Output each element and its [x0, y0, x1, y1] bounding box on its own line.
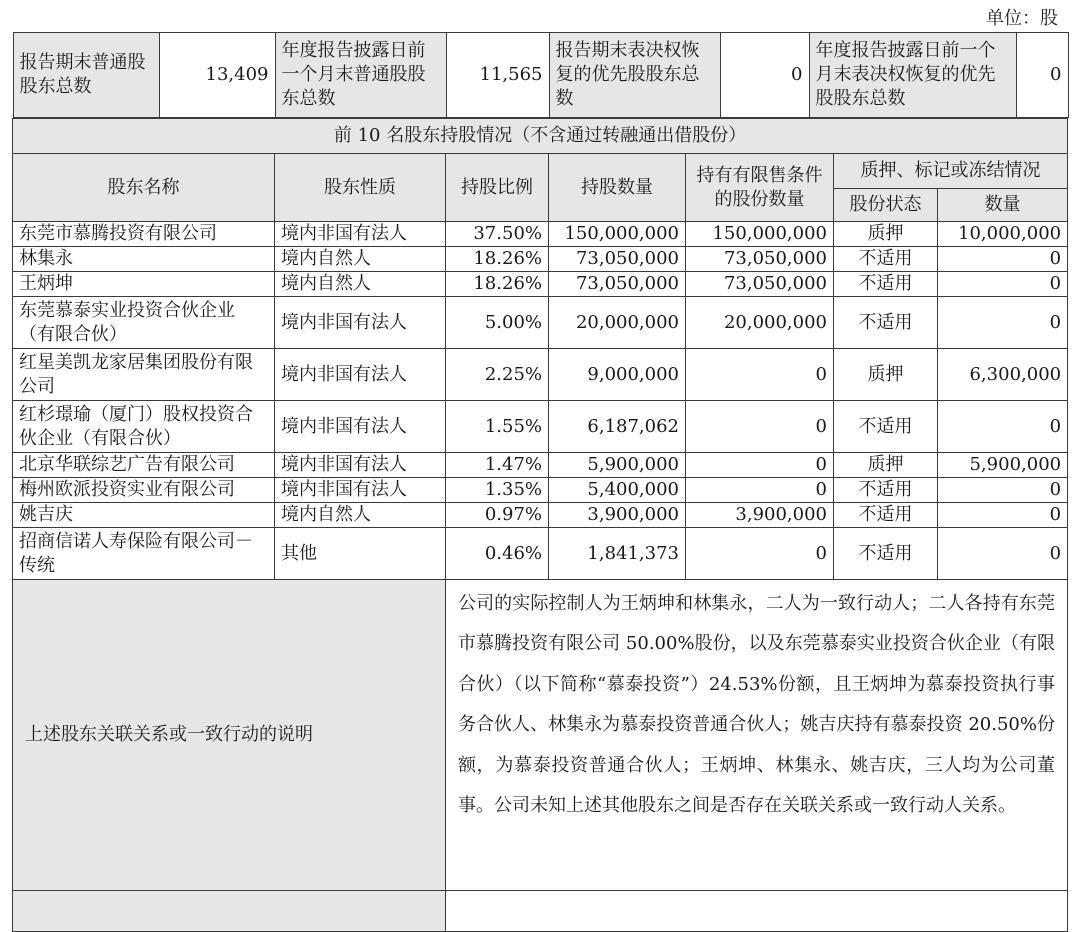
holding-ratio: 1.47%	[446, 453, 549, 478]
header-name: 股东名称	[13, 154, 275, 222]
shareholder-nature: 境内自然人	[275, 272, 446, 297]
shareholder-name: 北京华联综艺广告有限公司	[13, 453, 275, 478]
shareholder-nature: 境内自然人	[275, 247, 446, 272]
shareholder-row	[13, 528, 1068, 580]
holding-quantity: 3,900,000	[549, 503, 686, 528]
shareholder-nature: 境内非国有法人	[275, 222, 446, 247]
summary-value-1: 13,409	[159, 33, 275, 118]
shareholder-name: 姚吉庆	[13, 503, 275, 528]
next-row-value	[446, 890, 1068, 931]
holding-ratio: 18.26%	[446, 272, 549, 297]
relation-table	[12, 579, 1068, 932]
header-quantity: 持股数量	[549, 154, 686, 222]
shareholder-name: 招商信诺人寿保险有限公司－传统	[13, 528, 275, 580]
relation-label: 上述股东关联关系或一致行动的说明	[13, 579, 446, 890]
pledge-status: 质押	[834, 222, 938, 247]
pledge-amount: 6,300,000	[938, 349, 1068, 401]
relation-text: 公司的实际控制人为王炳坤和林集永，二人为一致行动人；二人各持有东莞市慕腾投资有限公司 50.00%股份，以及东莞慕泰实业投资合伙企业（有限合伙）（以下简称“慕泰投资”）24.53%份额，且王炳坤为慕泰投资执行事务合伙人、林集永为慕泰投资普通合伙人；姚吉庆持有慕泰投资 20.50%份额，为慕泰投资普通合伙人；王炳坤、林集永、姚吉庆，三人均为公司董事。公司未知上述其他股东之间是否存在关联关系或一致行动人关系。	[446, 579, 1068, 890]
holding-quantity: 6,187,062	[549, 401, 686, 453]
shareholder-name: 红杉璟瑜（厦门）股权投资合伙企业（有限合伙）	[13, 401, 275, 453]
restricted-quantity: 0	[686, 401, 834, 453]
holding-ratio: 1.55%	[446, 401, 549, 453]
shareholder-nature: 境内非国有法人	[275, 297, 446, 349]
restricted-quantity: 0	[686, 478, 834, 503]
shareholder-table	[12, 32, 1068, 580]
pledge-status: 不适用	[834, 297, 938, 349]
shareholder-name: 东莞市慕腾投资有限公司	[13, 222, 275, 247]
restricted-quantity: 3,900,000	[686, 503, 834, 528]
shareholder-row	[13, 478, 1068, 503]
shareholder-row	[13, 401, 1068, 453]
shareholder-row	[13, 453, 1068, 478]
pledge-status: 不适用	[834, 503, 938, 528]
header-pledge-status: 股份状态	[834, 189, 938, 222]
holding-ratio: 0.97%	[446, 503, 549, 528]
shareholder-nature: 其他	[275, 528, 446, 580]
shareholder-nature: 境内非国有法人	[275, 349, 446, 401]
pledge-status: 质押	[834, 349, 938, 401]
holding-quantity: 73,050,000	[549, 272, 686, 297]
holding-quantity: 5,900,000	[549, 453, 686, 478]
unit-label: 单位：股	[986, 8, 1058, 29]
header-row-1	[13, 154, 1068, 189]
summary-label-1: 报告期末普通股股东总数	[13, 33, 159, 118]
shareholder-name: 梅州欧派投资实业有限公司	[13, 478, 275, 503]
summary-value-3: 0	[720, 33, 809, 118]
pledge-amount: 0	[938, 528, 1068, 580]
summary-label-3: 报告期末表决权恢复的优先股股东总数	[549, 33, 720, 118]
header-pledge-amount: 数量	[938, 189, 1068, 222]
restricted-quantity: 0	[686, 349, 834, 401]
shareholder-table-wrapper	[12, 32, 1067, 932]
pledge-amount: 5,900,000	[938, 453, 1068, 478]
shareholder-row	[13, 222, 1068, 247]
next-row-label	[13, 890, 446, 931]
holding-quantity: 20,000,000	[549, 297, 686, 349]
holding-ratio: 2.25%	[446, 349, 549, 401]
summary-value-2: 11,565	[446, 33, 549, 118]
restricted-quantity: 73,050,000	[686, 247, 834, 272]
pledge-amount: 10,000,000	[938, 222, 1068, 247]
shareholder-nature: 境内非国有法人	[275, 401, 446, 453]
section-title: 前 10 名股东持股情况（不含通过转融通出借股份）	[13, 119, 1068, 154]
header-pledge-group: 质押、标记或冻结情况	[834, 154, 1068, 189]
shareholder-name: 东莞慕泰实业投资合伙企业（有限合伙）	[13, 297, 275, 349]
shareholder-row	[13, 272, 1068, 297]
pledge-amount: 0	[938, 503, 1068, 528]
summary-value-4: 0	[1016, 33, 1068, 118]
header-nature: 股东性质	[275, 154, 446, 222]
holding-ratio: 5.00%	[446, 297, 549, 349]
shareholder-name: 王炳坤	[13, 272, 275, 297]
holding-quantity: 73,050,000	[549, 247, 686, 272]
pledge-status: 不适用	[834, 528, 938, 580]
shareholder-nature: 境内自然人	[275, 503, 446, 528]
holding-ratio: 0.46%	[446, 528, 549, 580]
restricted-quantity: 20,000,000	[686, 297, 834, 349]
summary-row	[13, 32, 1068, 119]
shareholder-nature: 境内非国有法人	[275, 478, 446, 503]
header-ratio: 持股比例	[446, 154, 549, 222]
shareholder-row	[13, 349, 1068, 401]
section-title-row	[13, 119, 1068, 154]
restricted-quantity: 150,000,000	[686, 222, 834, 247]
header-restricted: 持有有限售条件的股份数量	[686, 154, 834, 222]
shareholder-name: 林集永	[13, 247, 275, 272]
holding-ratio: 1.35%	[446, 478, 549, 503]
shareholder-row	[13, 247, 1068, 272]
summary-label-2: 年度报告披露日前一个月末普通股股东总数	[275, 33, 446, 118]
pledge-amount: 0	[938, 401, 1068, 453]
restricted-quantity: 0	[686, 528, 834, 580]
pledge-amount: 0	[938, 272, 1068, 297]
pledge-amount: 0	[938, 247, 1068, 272]
pledge-status: 不适用	[834, 272, 938, 297]
pledge-status: 质押	[834, 453, 938, 478]
pledge-status: 不适用	[834, 247, 938, 272]
holding-quantity: 5,400,000	[549, 478, 686, 503]
shareholder-row	[13, 297, 1068, 349]
shareholder-row	[13, 503, 1068, 528]
relation-row	[13, 579, 1068, 890]
shareholder-name: 红星美凯龙家居集团股份有限公司	[13, 349, 275, 401]
restricted-quantity: 73,050,000	[686, 272, 834, 297]
pledge-status: 不适用	[834, 478, 938, 503]
pledge-amount: 0	[938, 478, 1068, 503]
holding-ratio: 37.50%	[446, 222, 549, 247]
next-row-partial	[13, 890, 1068, 931]
holding-quantity: 9,000,000	[549, 349, 686, 401]
holding-quantity: 1,841,373	[549, 528, 686, 580]
summary-label-4: 年度报告披露日前一个月末表决权恢复的优先股股东总数	[809, 33, 1016, 118]
holding-ratio: 18.26%	[446, 247, 549, 272]
pledge-amount: 0	[938, 297, 1068, 349]
shareholder-nature: 境内非国有法人	[275, 453, 446, 478]
restricted-quantity: 0	[686, 453, 834, 478]
summary-table	[13, 32, 1069, 118]
pledge-status: 不适用	[834, 401, 938, 453]
holding-quantity: 150,000,000	[549, 222, 686, 247]
